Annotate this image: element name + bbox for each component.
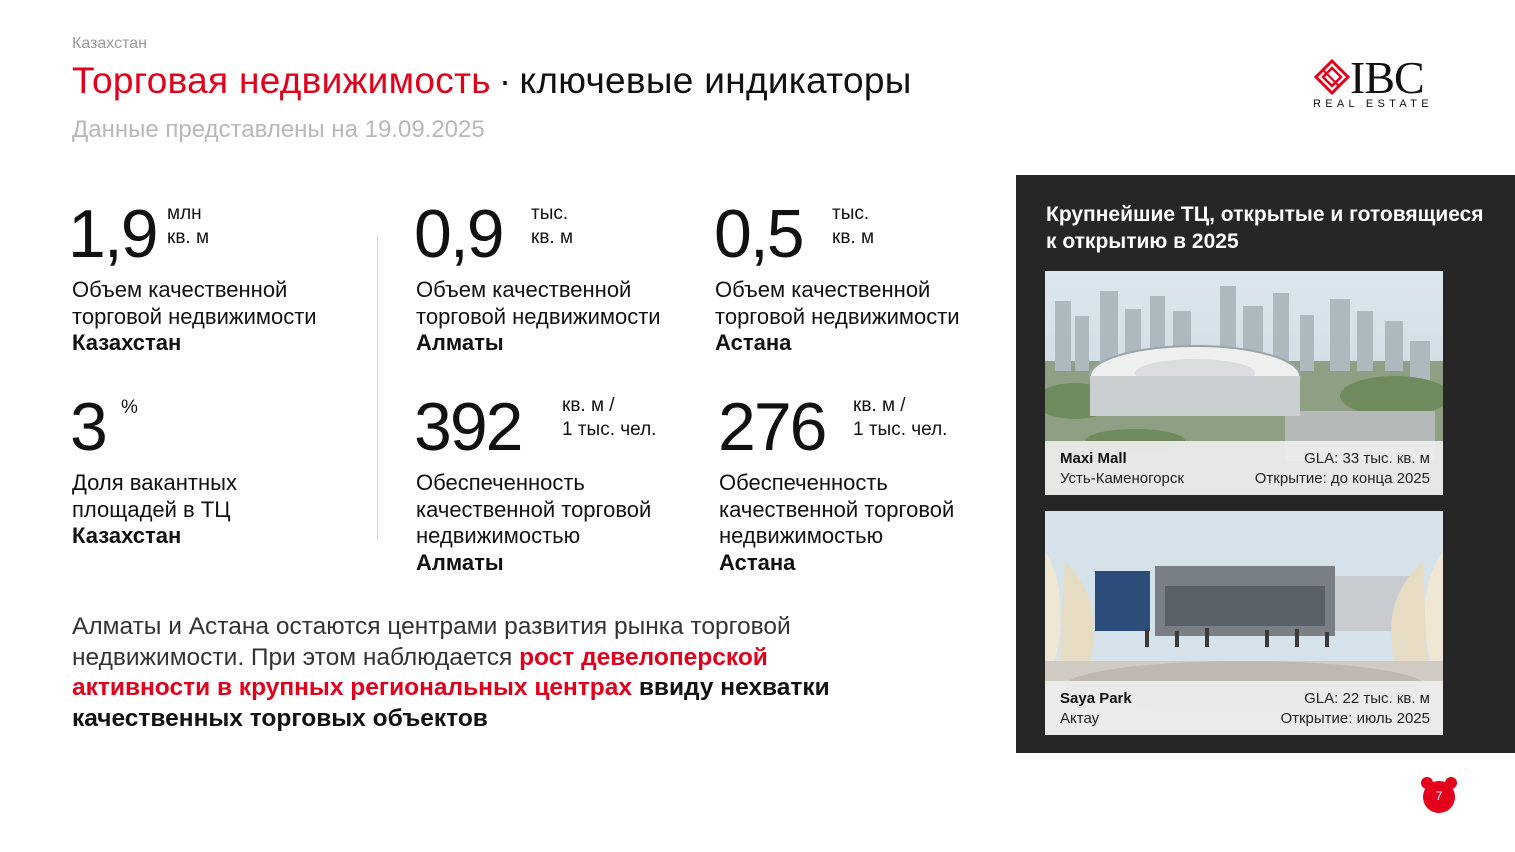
kpi-unit: % bbox=[121, 397, 138, 418]
mall-city: Усть-Каменогорск bbox=[1060, 470, 1184, 487]
kpi-city: Алматы bbox=[416, 549, 504, 575]
kpi-unit: кв. м / 1 тыс. чел. bbox=[562, 395, 657, 440]
page-title bbox=[72, 60, 912, 102]
kpi-unit: тыс. кв. м bbox=[832, 203, 875, 248]
mall-caption bbox=[1045, 441, 1443, 495]
kpi-city: Алматы bbox=[416, 330, 504, 355]
diamond-logo-icon bbox=[1314, 59, 1350, 95]
largest-malls-panel bbox=[1016, 175, 1515, 753]
title-rest: ключевые индикаторы bbox=[519, 60, 912, 101]
kpi-description: Обеспеченность качественной торговой недвижимостью Алматы bbox=[416, 470, 652, 575]
kpi-description: Объем качественной торговой недвижимости Астана bbox=[715, 277, 960, 355]
logo-wordmark: IBC bbox=[1350, 52, 1424, 103]
region-label: Казахстан bbox=[72, 35, 147, 52]
data-date-subtitle: Данные представлены на 19.09.2025 bbox=[72, 116, 485, 143]
kpi-unit: кв. м / 1 тыс. чел. bbox=[853, 395, 948, 440]
summary-paragraph: Алматы и Астана остаются центрами развития рынка торговой недвижимости. При этом наблюдается рост девелоперской активности в крупных региональных центрах ввиду нехватки качественных торговых объектов bbox=[72, 613, 830, 732]
kpi-unit: млн кв. м bbox=[167, 203, 210, 248]
kpi-description: Объем качественной торговой недвижимости Алматы bbox=[416, 277, 661, 355]
summary-highlight: рост девелоперской активности в крупных региональных центрах bbox=[72, 643, 768, 701]
kpi-description: Доля вакантных площадей в ТЦ Казахстан bbox=[72, 470, 237, 548]
mall-opening: Открытие: июль 2025 bbox=[1280, 710, 1430, 727]
page-number: 7 bbox=[1435, 789, 1443, 803]
column-divider bbox=[377, 235, 378, 540]
logo-tagline: REAL ESTATE bbox=[1313, 98, 1433, 110]
mall-opening: Открытие: до конца 2025 bbox=[1254, 470, 1430, 487]
mall-city: Актау bbox=[1060, 710, 1100, 727]
mall-gla: GLA: 33 тыс. кв. м bbox=[1304, 450, 1430, 467]
kpi-city: Астана bbox=[719, 549, 796, 575]
mall-name: Maxi Mall bbox=[1060, 450, 1127, 467]
title-accent: Торговая недвижимость bbox=[72, 60, 491, 101]
kpi-value-astana-density: 276 bbox=[718, 389, 826, 465]
kpi-description: Обеспеченность качественной торговой недвижимостью Астана bbox=[719, 470, 955, 575]
kpi-value-almaty-density: 392 bbox=[414, 389, 522, 465]
panel-title: Крупнейшие ТЦ, открытые и готовящиеся к открытию в 2025 bbox=[1046, 203, 1484, 253]
mall-card-maxi-mall bbox=[1045, 271, 1443, 495]
kpi-city: Казахстан bbox=[72, 330, 182, 355]
mall-gla: GLA: 22 тыс. кв. м bbox=[1304, 690, 1430, 707]
ibc-logo bbox=[1312, 53, 1444, 113]
kpi-city: Астана bbox=[715, 330, 792, 355]
mall-name: Saya Park bbox=[1060, 690, 1132, 707]
kpi-city: Казахстан bbox=[72, 523, 182, 548]
mall-caption bbox=[1045, 681, 1443, 735]
mall-card-saya-park bbox=[1045, 511, 1443, 735]
kpi-value-astana-volume: 0,5 bbox=[714, 196, 803, 272]
kpi-value-almaty-volume: 0,9 bbox=[414, 196, 503, 272]
title-separator: · bbox=[498, 60, 512, 101]
kpi-value-vacancy: 3 bbox=[70, 389, 106, 465]
kpi-unit: тыс. кв. м bbox=[531, 203, 574, 248]
kpi-value-kz-volume: 1,9 bbox=[68, 196, 157, 272]
page-number-badge bbox=[1420, 776, 1458, 814]
kpi-description: Объем качественной торговой недвижимости Казахстан bbox=[72, 277, 317, 355]
